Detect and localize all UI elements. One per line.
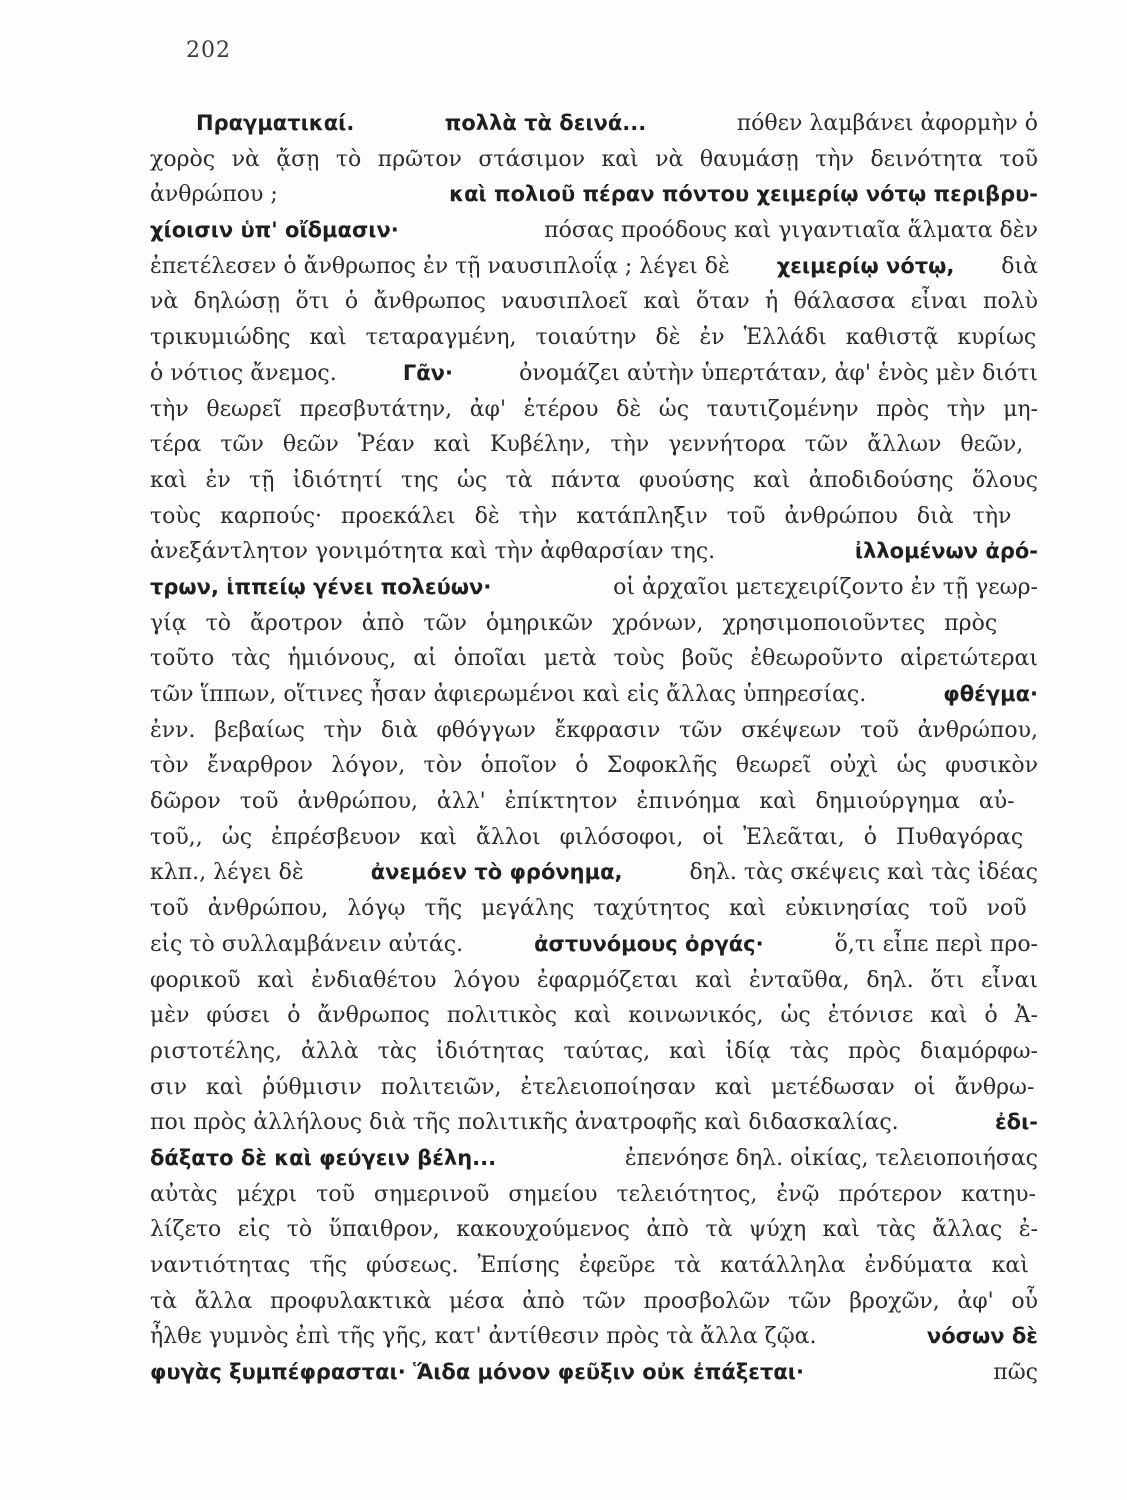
text-line — [150, 1141, 1038, 1177]
text-segment: ἦλθε γυμνὸς ἐπὶ τῆς γῆς, κατ' ἀντίθεσιν πρὸς τὰ ἄλλα ζῷα. — [150, 1324, 817, 1350]
bold-lemma: ἐδι- — [994, 1110, 1038, 1135]
text-segment: χορὸς νὰ ᾄσῃ τὸ πρῶτον στάσιμον καὶ νὰ θαυμάσῃ τὴν δεινότητα τοῦ — [150, 146, 1038, 172]
text-line — [150, 1212, 1038, 1248]
text-line — [150, 320, 1038, 356]
bold-lemma: δάξατο δὲ καὶ φεύγειν βέλη... — [150, 1145, 497, 1170]
text-line — [150, 356, 1038, 392]
text-segment: ἐπενόησε δηλ. οἰκίας, τελειοποιήσας — [624, 1145, 1038, 1171]
text-line — [150, 106, 1038, 142]
text-line — [150, 1248, 1038, 1284]
text-segment: ὁ νότιος ἄνεμος. — [150, 360, 337, 386]
bold-lemma: ἰλλομένων ἀρό- — [854, 539, 1038, 564]
text-segment: πῶς — [993, 1360, 1038, 1386]
text-line — [150, 713, 1038, 749]
text-line — [150, 748, 1038, 784]
text-segment: ποι πρὸς ἀλλήλους διὰ τῆς πολιτικῆς ἀνατροφῆς καὶ διδασκαλίας. — [150, 1110, 899, 1136]
text-line — [150, 1177, 1038, 1213]
bold-lemma: νόσων δὲ — [926, 1324, 1038, 1349]
text-segment: πόσας προόδους καὶ γιγαντιαῖα ἅλματα δὲν — [544, 218, 1038, 244]
text-line — [150, 534, 1038, 570]
text-segment: δηλ. τὰς σκέψεις καὶ τὰς ἰδέας — [689, 860, 1038, 886]
text-line — [150, 641, 1038, 677]
text-line — [150, 142, 1038, 178]
text-line — [150, 392, 1038, 428]
text-segment: τὸν ἔναρθρον λόγον, τὸν ὁποῖον ὁ Σοφοκλῆς θεωρεῖ οὐχὶ ὡς φυσικὸν — [150, 753, 1038, 779]
text-segment: τρικυμιώδης καὶ τεταραγμένη, τοιαύτην δὲ ἐν Ἑλλάδι καθιστᾷ κυρίως — [150, 325, 1037, 351]
text-line — [150, 606, 1038, 642]
text-segment: τὰ ἄλλα προφυλακτικὰ μέσα ἀπὸ τῶν προσβολῶν τῶν βροχῶν, ἀφ' οὗ — [150, 1288, 1038, 1314]
page-number: 202 — [186, 38, 231, 63]
text-segment: ὅ,τι εἶπε περὶ προ- — [834, 931, 1038, 957]
text-segment: ὀνομάζει αὐτὴν ὑπερτάταν, ἀφ' ἑνὸς μὲν διότι — [519, 360, 1038, 386]
text-segment: καὶ ἐν τῇ ἰδιότητί της ὡς τὰ πάντα φυούσης καὶ ἀποδιδούσης ὅλους — [150, 467, 1038, 493]
bold-lemma: χειμερίῳ νότῳ, — [776, 253, 955, 278]
text-segment: τοὺς καρπούς· προεκάλει δὲ τὴν κατάπληξιν τοῦ ἀνθρώπου διὰ τὴν — [150, 503, 1012, 529]
text-line — [150, 1070, 1038, 1106]
text-line — [150, 1034, 1038, 1070]
text-line — [150, 177, 1038, 213]
bold-lemma: χίοισιν ὑπ' οἴδμασιν· — [150, 218, 399, 243]
text-line — [150, 677, 1038, 713]
text-line — [150, 820, 1038, 856]
text-segment: τέρα τῶν θεῶν Ῥέαν καὶ Κυβέλην, τὴν γεννήτορα τῶν ἄλλων θεῶν, — [150, 432, 1024, 458]
text-segment: τοῦ ἀνθρώπου, λόγῳ τῆς μεγάλης ταχύτητος καὶ εὐκινησίας τοῦ νοῦ — [150, 896, 1027, 922]
text-segment: πόθεν λαμβάνει ἀφορμὴν ὁ — [736, 111, 1038, 136]
bold-lemma: πολλὰ τὰ δεινά... — [444, 111, 647, 135]
bold-lemma: φθέγμα· — [943, 682, 1038, 706]
text-line — [150, 963, 1038, 999]
text-segment: ριστοτέλης, ἀλλὰ τὰς ἰδιότητας ταύτας, καὶ ἰδίᾳ τὰς πρὸς διαμόρφω- — [150, 1038, 1038, 1064]
text-segment: νὰ δηλώσῃ ὅτι ὁ ἄνθρωπος ναυσιπλοεῖ καὶ ὅταν ἡ θάλασσα εἶναι πολὺ — [150, 289, 1038, 315]
text-segment: τοῦτο τὰς ἡμιόνους, αἱ ὁποῖαι μετὰ τοὺς βοῦς ἐθεωροῦντο αἱρετώτεραι — [150, 646, 1038, 672]
text-segment: τοῦ,, ὡς ἐπρέσβευον καὶ ἄλλοι φιλόσοφοι, οἱ Ἐλεᾶται, ὁ Πυθαγόρας — [150, 824, 1024, 850]
text-segment: αὐτὰς μέχρι τοῦ σημερινοῦ σημείου τελειότητος, ἐνῷ πρότερον κατηυ- — [150, 1181, 1036, 1207]
text-line — [150, 249, 1038, 285]
text-segment: ἐπετέλεσεν ὁ ἄνθρωπος ἐν τῇ ναυσιπλοΐᾳ ; λέγει δὲ — [150, 253, 730, 279]
text-line — [150, 499, 1038, 535]
text-segment: κλπ., λέγει δὲ — [150, 860, 304, 886]
text-line — [150, 1105, 1038, 1141]
text-segment: ἀνθρώπου ; — [150, 182, 278, 208]
text-segment: τὴν θεωρεῖ πρεσβυτάτην, ἀφ' ἑτέρου δὲ ὡς ταυτιζομένην πρὸς τὴν μη- — [150, 396, 1038, 422]
text-line — [150, 213, 1038, 249]
text-segment: οἱ ἀρχαῖοι μετεχειρίζοντο ἐν τῇ γεωρ- — [613, 574, 1038, 600]
text-line — [150, 427, 1038, 463]
bold-lemma: καὶ πολιοῦ πέραν πόντου χειμερίῳ νότῳ περιβρυ- — [449, 182, 1038, 207]
text-segment: εἰς τὸ συλλαμβάνειν αὐτάς. — [150, 931, 464, 957]
text-line — [150, 784, 1038, 820]
bold-lemma: ἀστυνόμους ὀργάς· — [534, 931, 764, 956]
text-line — [150, 891, 1038, 927]
text-line — [150, 1284, 1038, 1320]
text-line — [150, 570, 1038, 606]
bold-lemma: Γᾶν· — [402, 360, 453, 385]
bold-lemma: ἀνεμόεν τὸ φρόνημα, — [370, 860, 623, 885]
text-segment: δῶρον τοῦ ἀνθρώπου, ἀλλ' ἐπίκτητον ἐπινόημα καὶ δημιούργημα αὐ- — [150, 789, 1015, 815]
text-line — [150, 1355, 1038, 1391]
text-line — [150, 927, 1038, 963]
text-line — [150, 855, 1038, 891]
text-segment: σιν καὶ ῥύθμισιν πολιτειῶν, ἐτελειοποίησαν καὶ μετέδωσαν οἱ ἄνθρω- — [150, 1074, 1035, 1100]
commentary-text — [150, 106, 1038, 1391]
bold-lemma: τρων, ἱππείῳ γένει πολεύων· — [150, 574, 492, 599]
text-line — [150, 284, 1038, 320]
text-segment: ἀνεξάντλητον γονιμότητα καὶ τὴν ἀφθαρσίαν της. — [150, 539, 716, 565]
text-line — [150, 463, 1038, 499]
bold-lemma: φυγὰς ξυμπέφρασται· Ἅιδα μόνον φεῦξιν οὐκ ἐπάξεται· — [150, 1360, 804, 1385]
text-segment: γίᾳ τὸ ἄροτρον ἀπὸ τῶν ὁμηρικῶν χρόνων, χρησιμοποιοῦντες πρὸς — [150, 610, 998, 636]
text-segment: ναντιότητας τῆς φύσεως. Ἐπίσης ἐφεῦρε τὰ κατάλληλα ἐνδύματα καὶ — [150, 1253, 1029, 1278]
text-line — [150, 1319, 1038, 1355]
text-segment: τῶν ἵππων, οἵτινες ἦσαν ἀφιερωμένοι καὶ εἰς ἄλλας ὑπηρεσίας. — [150, 682, 867, 707]
text-segment: διὰ — [1001, 253, 1038, 279]
text-segment: λίζετο εἰς τὸ ὕπαιθρον, κακουχούμενος ἀπὸ τὰ ψύχη καὶ τὰς ἄλλας ἐ- — [150, 1217, 1038, 1243]
text-segment: μὲν φύσει ὁ ἄνθρωπος πολιτικὸς καὶ κοινωνικός, ὡς ἐτόνισε καὶ ὁ Ἀ- — [150, 1003, 1038, 1029]
text-segment: ἐνν. βεβαίως τὴν διὰ φθόγγων ἔκφρασιν τῶν σκέψεων τοῦ ἀνθρώπου, — [150, 717, 1038, 743]
text-line — [150, 998, 1038, 1034]
bold-lemma: Πραγματικαί. — [196, 111, 355, 135]
text-segment: φορικοῦ καὶ ἐνδιαθέτου λόγου ἐφαρμόζεται καὶ ἐνταῦθα, δηλ. ὅτι εἶναι — [150, 967, 1038, 993]
